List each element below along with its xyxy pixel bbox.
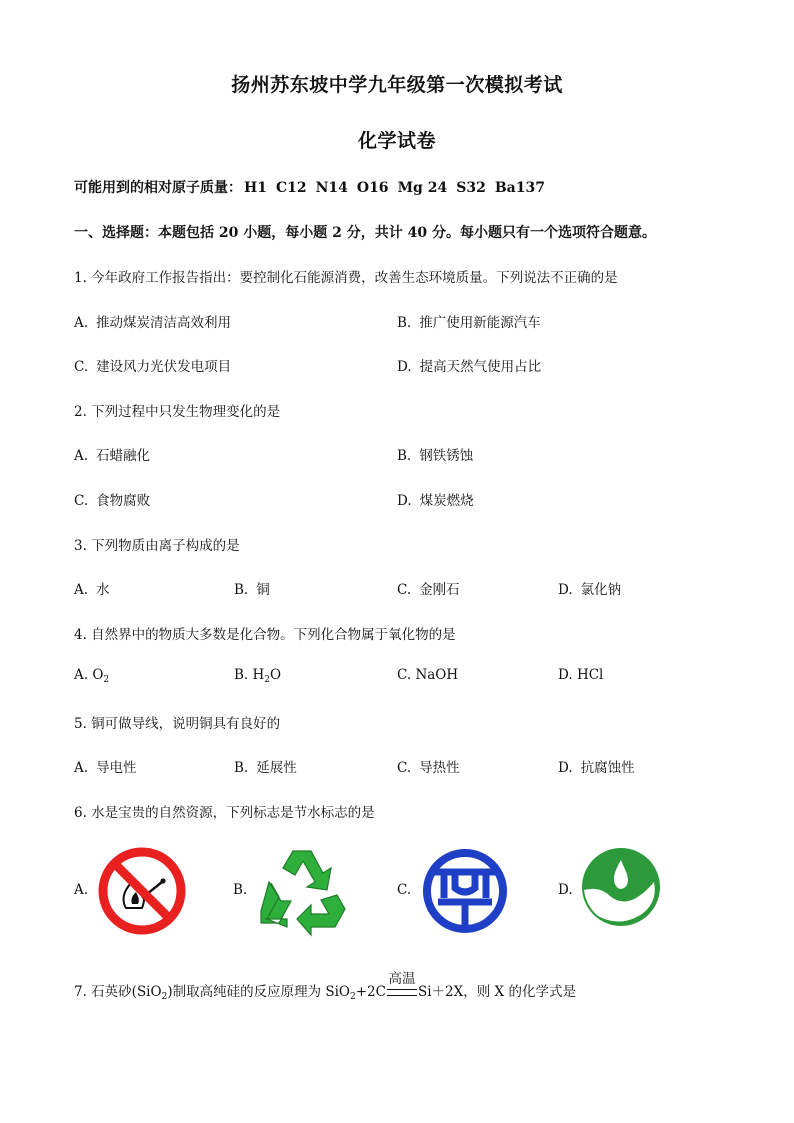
option-d: D. 抗腐蚀性 xyxy=(558,760,635,776)
question-stem: 5. 铜可做导线，说明铜具有良好的 xyxy=(74,716,281,732)
option-c: C. NaOH xyxy=(397,667,459,683)
question-stem: 2. 下列过程中只发生物理变化的是 xyxy=(74,404,281,420)
water-saving-icon xyxy=(420,846,510,936)
water-drop-icon xyxy=(580,846,662,928)
option-c: C. 导热性 xyxy=(397,760,460,776)
option-b: B. $H_2O$ xyxy=(234,667,282,685)
atomic-mass-label: 可能用到的相对原子质量： xyxy=(74,180,242,196)
atomic-mass-item: S32 xyxy=(456,180,486,196)
section-heading: 一、选择题：本题包括 20 小题，每小题 2 分，共计 40 分。每小题只有一个选项符合题意。 xyxy=(74,225,656,241)
no-fire-icon xyxy=(96,846,188,936)
option-a: A. $O_2$ xyxy=(74,667,110,685)
question-stem: 1. 今年政府工作报告指出：要控制化石能源消费，改善生态环境质量。下列说法不正确的是 xyxy=(74,270,618,286)
option-c-label: C. xyxy=(397,882,412,898)
question-stem: 3. 下列物质由离子构成的是 xyxy=(74,538,240,554)
reaction-condition: 高温 xyxy=(386,984,418,1000)
question-stem: 6. 水是宝贵的自然资源，下列标志是节水标志的是 xyxy=(74,805,375,821)
option-b-label: B. xyxy=(233,882,248,898)
option-b: B. 铜 xyxy=(234,582,270,598)
option-a: A. 导电性 xyxy=(74,760,137,776)
option-d: D. HCl xyxy=(558,667,604,683)
atomic-mass-item: Mg 24 xyxy=(397,180,448,196)
option-a: A. 石蜡融化 xyxy=(74,448,151,464)
option-b: B. 钢铁锈蚀 xyxy=(397,448,474,464)
atomic-mass-line xyxy=(74,177,554,197)
atomic-mass-item: H1 xyxy=(244,180,267,196)
option-b: B. 延展性 xyxy=(234,760,297,776)
subject-title: 化学试卷 xyxy=(357,130,436,152)
school-title: 扬州苏东坡中学九年级第一次模拟考试 xyxy=(231,74,563,96)
option-b: B. 推广使用新能源汽车 xyxy=(397,315,541,331)
option-a: A. 推动煤炭清洁高效利用 xyxy=(74,315,232,331)
question-7-stem: 7. 石英砂(SiO$_2$)制取高纯硅的反应原理为 SiO$_2$+2C 高温 Si＋2X，则 X 的化学式是 xyxy=(74,971,576,1002)
question-stem: 4. 自然界中的物质大多数是化合物。下列化合物属于氧化物的是 xyxy=(74,627,456,643)
option-c: C. 金刚石 xyxy=(397,582,460,598)
option-d-label: D. xyxy=(558,882,573,898)
atomic-mass-item: Ba137 xyxy=(494,180,545,196)
option-d: D. 煤炭燃烧 xyxy=(397,493,474,509)
atomic-mass-item: O16 xyxy=(356,180,389,196)
equals-sign xyxy=(387,989,417,996)
option-c: C. 食物腐败 xyxy=(74,493,151,509)
option-a-label: A. xyxy=(74,882,89,898)
option-d: D. 提高天然气使用占比 xyxy=(397,359,542,375)
option-a: A. 水 xyxy=(74,582,110,598)
atomic-mass-item: N14 xyxy=(315,180,348,196)
option-c: C. 建设风力光伏发电项目 xyxy=(74,359,232,375)
option-d: D. 氯化钠 xyxy=(558,582,622,598)
recycle-icon xyxy=(257,843,353,937)
atomic-mass-item: C12 xyxy=(275,180,307,196)
